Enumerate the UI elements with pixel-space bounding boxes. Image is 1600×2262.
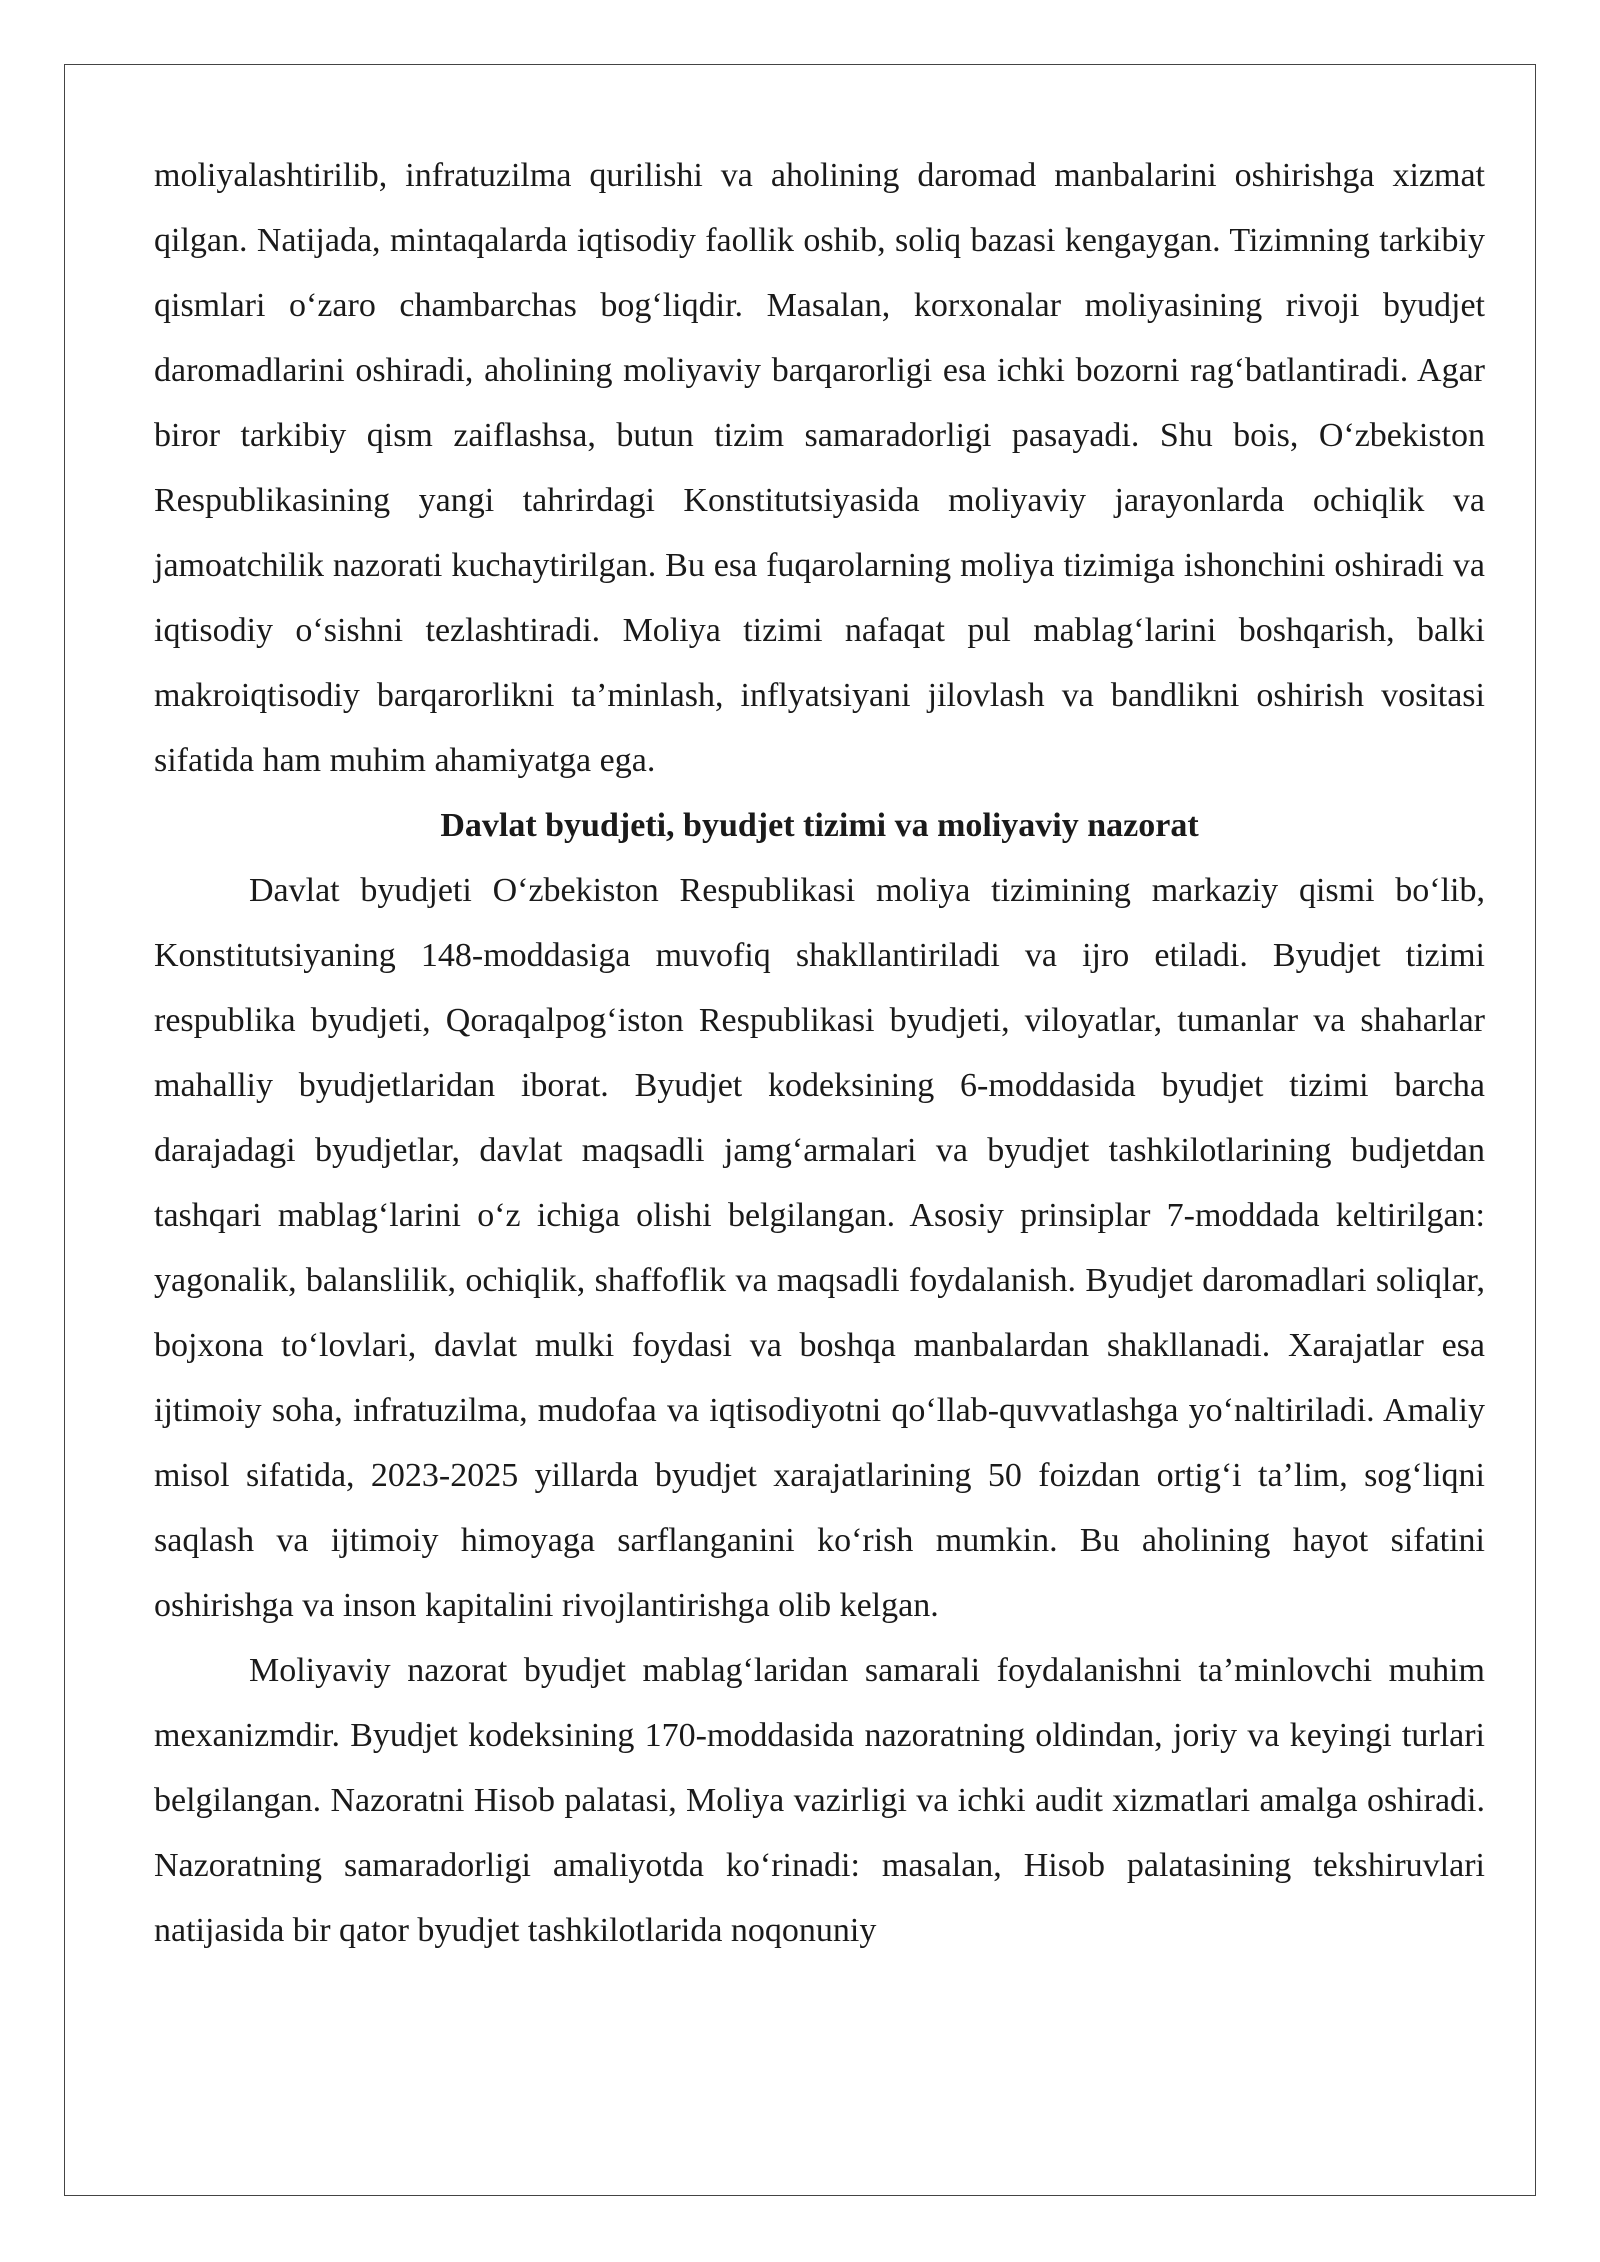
document-body — [154, 143, 1485, 1963]
section-heading: Davlat byudjeti, byudjet tizimi va moliyaviy nazorat — [440, 807, 1199, 844]
body-paragraph-3: Moliyaviy nazorat byudjet mablag‘laridan samarali foydalanishni ta’minlovchi muhim mexanizmdir. Byudjet kodeksining 170-moddasida nazoratning oldindan, joriy va keyingi turlari belgilangan. Nazoratni Hisob palatasi, Moliya vazirligi va ichki audit xizmatlari amalga oshiradi. Nazoratning samaradorligi amaliyotda ko‘rinadi: masalan, Hisob palatasining tekshiruvlari natijasida bir qator byudjet tashkilotlarida noqonuniy — [154, 1652, 1485, 1949]
body-paragraph-2: Davlat byudjeti O‘zbekiston Respublikasi moliya tizimining markaziy qismi bo‘lib, Konstitutsiyaning 148-moddasiga muvofiq shakllantiriladi va ijro etiladi. Byudjet tizimi respublika byudjeti, Qoraqalpog‘iston Respublikasi byudjeti, viloyatlar, tumanlar va shaharlar mahalliy byudjetlaridan iborat. Byudjet kodeksining 6-moddasida byudjet tizimi barcha darajadagi byudjetlar, davlat maqsadli jamg‘armalari va byudjet tashkilotlarining budjetdan tashqari mablag‘larini o‘z ichiga olishi belgilangan. Asosiy prinsiplar 7-moddada keltirilgan: yagonalik, balanslilik, ochiqlik, shaffoflik va maqsadli foydalanish. Byudjet daromadlari soliqlar, bojxona to‘lovlari, davlat mulki foydasi va boshqa manbalardan shakllanadi. Xarajatlar esa ijtimoiy soha, infratuzilma, mudofaa va iqtisodiyotni qo‘llab-quvvatlashga yo‘naltiriladi. Amaliy misol sifatida, 2023-2025 yillarda byudjet xarajatlarining 50 foizdan ortig‘i ta’lim, sog‘liqni saqlash va ijtimoiy himoyaga sarflanganini ko‘rish mumkin. Bu aholining hayot sifatini oshirishga va inson kapitalini rivojlantirishga olib kelgan. — [154, 872, 1485, 1624]
body-paragraph-1: moliyalashtirilib, infratuzilma qurilishi va aholining daromad manbalarini oshirishga xizmat qilgan. Natijada, mintaqalarda iqtisodiy faollik oshib, soliq bazasi kengaygan. Tizimning tarkibiy qismlari o‘zaro chambarchas bog‘liqdir. Masalan, korxonalar moliyasining rivoji byudjet daromadlarini oshiradi, aholining moliyaviy barqarorligi esa ichki bozorni rag‘batlantiradi. Agar biror tarkibiy qism zaiflashsa, butun tizim samaradorligi pasayadi. Shu bois, O‘zbekiston Respublikasining yangi tahrirdagi Konstitutsiyasida moliyaviy jarayonlarda ochiqlik va jamoatchilik nazorati kuchaytirilgan. Bu esa fuqarolarning moliya tizimiga ishonchini oshiradi va iqtisodiy o‘sishni tezlashtiradi. Moliya tizimi nafaqat pul mablag‘larini boshqarish, balki makroiqtisodiy barqarorlikni ta’minlash, inflyatsiyani jilovlash va bandlikni oshirish vositasi sifatida ham muhim ahamiyatga ega. — [154, 157, 1485, 779]
